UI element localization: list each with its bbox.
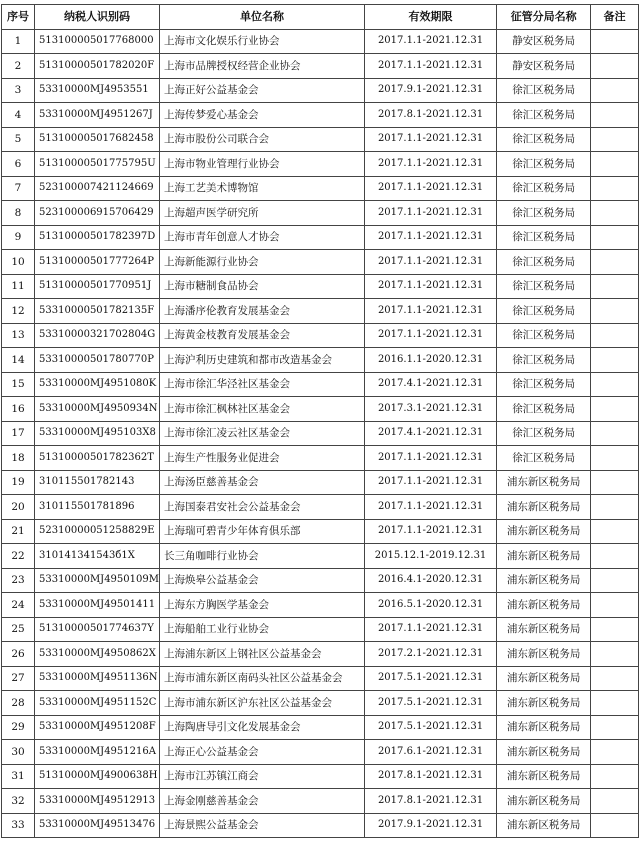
cell-period: 2017.1.1-2021.12.31 — [364, 323, 496, 348]
cell-note — [591, 54, 639, 79]
table-row — [2, 495, 639, 520]
table-row — [2, 299, 639, 324]
table-row — [2, 421, 639, 446]
header-period: 有效期限 — [364, 5, 496, 30]
table-row — [2, 789, 639, 814]
cell-period: 2017.1.1-2021.12.31 — [364, 29, 496, 54]
cell-tax-id: 53310000321702804G — [35, 323, 160, 348]
cell-period: 2015.12.1-2019.12.31 — [364, 544, 496, 569]
cell-note — [591, 348, 639, 373]
cell-bureau: 浦东新区税务局 — [497, 813, 591, 838]
header-tax-id: 纳税人识别码 — [35, 5, 160, 30]
table-row — [2, 78, 639, 103]
cell-tax-id: 53310000MJ4951152C — [35, 691, 160, 716]
cell-seq: 8 — [2, 201, 35, 226]
cell-tax-id: 51310000501770951J — [35, 274, 160, 299]
cell-tax-id: 51310000501782362T — [35, 446, 160, 471]
cell-period: 2017.4.1-2021.12.31 — [364, 421, 496, 446]
cell-note — [591, 470, 639, 495]
cell-tax-id: 51310000501782397D — [35, 225, 160, 250]
cell-bureau: 浦东新区税务局 — [497, 715, 591, 740]
cell-seq: 27 — [2, 666, 35, 691]
cell-bureau: 徐汇区税务局 — [497, 127, 591, 152]
cell-bureau: 徐汇区税务局 — [497, 421, 591, 446]
cell-bureau: 浦东新区税务局 — [497, 764, 591, 789]
cell-note — [591, 127, 639, 152]
cell-name: 上海市糖制食品协会 — [159, 274, 364, 299]
cell-seq: 13 — [2, 323, 35, 348]
cell-bureau: 徐汇区税务局 — [497, 250, 591, 275]
cell-seq: 19 — [2, 470, 35, 495]
cell-seq: 11 — [2, 274, 35, 299]
cell-name: 上海市浦东新区沪东社区公益基金会 — [159, 691, 364, 716]
cell-tax-id: 53310000MJ4951208F — [35, 715, 160, 740]
cell-period: 2017.1.1-2021.12.31 — [364, 274, 496, 299]
cell-bureau: 徐汇区税务局 — [497, 446, 591, 471]
cell-name: 上海市浦东新区南码头社区公益基金会 — [159, 666, 364, 691]
cell-period: 2017.1.1-2021.12.31 — [364, 495, 496, 520]
cell-bureau: 徐汇区税务局 — [497, 152, 591, 177]
table-row — [2, 225, 639, 250]
cell-bureau: 徐汇区税务局 — [497, 299, 591, 324]
cell-seq: 22 — [2, 544, 35, 569]
cell-note — [591, 152, 639, 177]
cell-seq: 5 — [2, 127, 35, 152]
cell-seq: 18 — [2, 446, 35, 471]
table-row — [2, 446, 639, 471]
table-row — [2, 103, 639, 128]
cell-period: 2017.1.1-2021.12.31 — [364, 250, 496, 275]
cell-note — [591, 813, 639, 838]
cell-name: 上海正心公益基金会 — [159, 740, 364, 765]
cell-bureau: 浦东新区税务局 — [497, 740, 591, 765]
cell-name: 上海国泰君安社会公益基金会 — [159, 495, 364, 520]
cell-bureau: 徐汇区税务局 — [497, 225, 591, 250]
cell-seq: 23 — [2, 568, 35, 593]
cell-name: 上海金刚慈善基金会 — [159, 789, 364, 814]
cell-tax-id: 51310000501774637Y — [35, 617, 160, 642]
cell-tax-id: 53310000MJ4950934N — [35, 397, 160, 422]
cell-tax-id: 51310000501777264P — [35, 250, 160, 275]
cell-tax-id: 51310000MJ4900638H — [35, 764, 160, 789]
cell-name: 上海浦东新区上钢社区公益基金会 — [159, 642, 364, 667]
cell-tax-id: 513100005017768000 — [35, 29, 160, 54]
header-name: 单位名称 — [159, 5, 364, 30]
cell-period: 2017.1.1-2021.12.31 — [364, 470, 496, 495]
cell-bureau: 浦东新区税务局 — [497, 642, 591, 667]
table-row — [2, 176, 639, 201]
cell-note — [591, 642, 639, 667]
cell-bureau: 静安区税务局 — [497, 54, 591, 79]
cell-tax-id: 52310000051258829E — [35, 519, 160, 544]
cell-name: 上海超声医学研究所 — [159, 201, 364, 226]
cell-bureau: 徐汇区税务局 — [497, 176, 591, 201]
cell-seq: 6 — [2, 152, 35, 177]
table-row — [2, 764, 639, 789]
cell-period: 2017.1.1-2021.12.31 — [364, 127, 496, 152]
cell-note — [591, 225, 639, 250]
table-row — [2, 666, 639, 691]
cell-period: 2017.1.1-2021.12.31 — [364, 225, 496, 250]
cell-tax-id: 53310000MJ4953551 — [35, 78, 160, 103]
cell-seq: 2 — [2, 54, 35, 79]
cell-name: 上海汤臣慈善基金会 — [159, 470, 364, 495]
cell-name: 上海陶唐导引文化发展基金会 — [159, 715, 364, 740]
cell-seq: 12 — [2, 299, 35, 324]
cell-tax-id: 53310000MJ4951267J — [35, 103, 160, 128]
cell-period: 2017.4.1-2021.12.31 — [364, 372, 496, 397]
header-bureau: 征管分局名称 — [497, 5, 591, 30]
cell-seq: 33 — [2, 813, 35, 838]
cell-tax-id: 53310000MJ4950109M — [35, 568, 160, 593]
cell-name: 上海市文化娱乐行业协会 — [159, 29, 364, 54]
cell-period: 2017.1.1-2021.12.31 — [364, 446, 496, 471]
cell-seq: 14 — [2, 348, 35, 373]
cell-period: 2017.5.1-2021.12.31 — [364, 691, 496, 716]
cell-bureau: 浦东新区税务局 — [497, 470, 591, 495]
cell-note — [591, 397, 639, 422]
table-row — [2, 544, 639, 569]
cell-name: 上海新能源行业协会 — [159, 250, 364, 275]
table-row — [2, 813, 639, 838]
cell-bureau: 浦东新区税务局 — [497, 691, 591, 716]
cell-bureau: 徐汇区税务局 — [497, 274, 591, 299]
cell-note — [591, 201, 639, 226]
cell-period: 2017.5.1-2021.12.31 — [364, 666, 496, 691]
cell-name: 上海工艺美术博物馆 — [159, 176, 364, 201]
cell-note — [591, 372, 639, 397]
cell-bureau: 徐汇区税务局 — [497, 323, 591, 348]
cell-note — [591, 789, 639, 814]
cell-tax-id: 51310000501782020F — [35, 54, 160, 79]
cell-name: 上海潘序伦教育发展基金会 — [159, 299, 364, 324]
table-row — [2, 642, 639, 667]
cell-tax-id: 51310000501775795U — [35, 152, 160, 177]
cell-name: 上海市股份公司联合会 — [159, 127, 364, 152]
cell-seq: 32 — [2, 789, 35, 814]
cell-bureau: 浦东新区税务局 — [497, 789, 591, 814]
cell-name: 上海正好公益基金会 — [159, 78, 364, 103]
table-row — [2, 397, 639, 422]
cell-name: 上海沪利历史建筑和都市改造基金会 — [159, 348, 364, 373]
cell-period: 2017.6.1-2021.12.31 — [364, 740, 496, 765]
cell-name: 上海瑞可碧青少年体育俱乐部 — [159, 519, 364, 544]
cell-period: 2017.1.1-2021.12.31 — [364, 519, 496, 544]
cell-bureau: 徐汇区税务局 — [497, 201, 591, 226]
cell-note — [591, 103, 639, 128]
cell-period: 2017.1.1-2021.12.31 — [364, 152, 496, 177]
cell-note — [591, 299, 639, 324]
table-row — [2, 323, 639, 348]
header-row — [2, 5, 639, 30]
cell-bureau: 徐汇区税务局 — [497, 103, 591, 128]
cell-note — [591, 446, 639, 471]
table-row — [2, 470, 639, 495]
cell-note — [591, 421, 639, 446]
cell-period: 2017.2.1-2021.12.31 — [364, 642, 496, 667]
cell-seq: 26 — [2, 642, 35, 667]
cell-bureau: 浦东新区税务局 — [497, 519, 591, 544]
cell-tax-id: 53310000MJ49512913 — [35, 789, 160, 814]
cell-tax-id: 513100005017682458 — [35, 127, 160, 152]
table-row — [2, 250, 639, 275]
cell-note — [591, 544, 639, 569]
cell-seq: 16 — [2, 397, 35, 422]
cell-name: 上海传梦爱心基金会 — [159, 103, 364, 128]
cell-name: 上海市徐汇华泾社区基金会 — [159, 372, 364, 397]
table-row — [2, 715, 639, 740]
cell-name: 上海市徐汇凌云社区基金会 — [159, 421, 364, 446]
cell-period: 2017.8.1-2021.12.31 — [364, 764, 496, 789]
cell-period: 2017.9.1-2021.12.31 — [364, 813, 496, 838]
cell-tax-id: 53310000MJ4951080K — [35, 372, 160, 397]
cell-name: 上海市品牌授权经营企业协会 — [159, 54, 364, 79]
cell-seq: 10 — [2, 250, 35, 275]
cell-seq: 15 — [2, 372, 35, 397]
cell-tax-id: 310141341543б1X — [35, 544, 160, 569]
cell-bureau: 浦东新区税务局 — [497, 617, 591, 642]
cell-note — [591, 519, 639, 544]
cell-name: 上海黄金枝教育发展基金会 — [159, 323, 364, 348]
cell-tax-id: 310115501782143 — [35, 470, 160, 495]
cell-seq: 4 — [2, 103, 35, 128]
table-row — [2, 54, 639, 79]
cell-bureau: 浦东新区税务局 — [497, 568, 591, 593]
cell-name: 长三角咖啡行业协会 — [159, 544, 364, 569]
cell-note — [591, 764, 639, 789]
cell-period: 2017.1.1-2021.12.31 — [364, 54, 496, 79]
cell-note — [591, 617, 639, 642]
table-row — [2, 127, 639, 152]
cell-tax-id: 53310000MJ495103X8 — [35, 421, 160, 446]
taxpayer-table — [1, 4, 639, 838]
cell-name: 上海市徐汇枫林社区基金会 — [159, 397, 364, 422]
cell-tax-id: 53310000MJ49501411 — [35, 593, 160, 618]
cell-seq: 28 — [2, 691, 35, 716]
cell-name: 上海生产性服务业促进会 — [159, 446, 364, 471]
cell-note — [591, 715, 639, 740]
cell-period: 2017.8.1-2021.12.31 — [364, 103, 496, 128]
table-row — [2, 519, 639, 544]
cell-note — [591, 29, 639, 54]
table-body — [2, 29, 639, 838]
cell-period: 2017.9.1-2021.12.31 — [364, 78, 496, 103]
cell-tax-id: 53310000501782135F — [35, 299, 160, 324]
cell-bureau: 浦东新区税务局 — [497, 495, 591, 520]
cell-seq: 30 — [2, 740, 35, 765]
cell-bureau: 浦东新区税务局 — [497, 666, 591, 691]
cell-bureau: 徐汇区税务局 — [497, 78, 591, 103]
table-row — [2, 152, 639, 177]
cell-tax-id: 53310000MJ49513476 — [35, 813, 160, 838]
cell-seq: 3 — [2, 78, 35, 103]
cell-note — [591, 78, 639, 103]
cell-bureau: 浦东新区税务局 — [497, 544, 591, 569]
cell-period: 2016.1.1-2020.12.31 — [364, 348, 496, 373]
cell-name: 上海景熙公益基金会 — [159, 813, 364, 838]
header-seq: 序号 — [2, 5, 35, 30]
cell-note — [591, 568, 639, 593]
table-row — [2, 593, 639, 618]
table-row — [2, 348, 639, 373]
cell-note — [591, 274, 639, 299]
cell-bureau: 徐汇区税务局 — [497, 397, 591, 422]
cell-period: 2017.1.1-2021.12.31 — [364, 617, 496, 642]
cell-period: 2017.1.1-2021.12.31 — [364, 176, 496, 201]
cell-tax-id: 53310000501780770P — [35, 348, 160, 373]
cell-period: 2017.8.1-2021.12.31 — [364, 789, 496, 814]
cell-seq: 31 — [2, 764, 35, 789]
cell-bureau: 静安区税务局 — [497, 29, 591, 54]
cell-seq: 29 — [2, 715, 35, 740]
cell-seq: 20 — [2, 495, 35, 520]
cell-period: 2017.1.1-2021.12.31 — [364, 201, 496, 226]
cell-period: 2016.4.1-2020.12.31 — [364, 568, 496, 593]
table-row — [2, 617, 639, 642]
cell-note — [591, 495, 639, 520]
cell-period: 2017.1.1-2021.12.31 — [364, 299, 496, 324]
cell-bureau: 徐汇区税务局 — [497, 348, 591, 373]
cell-name: 上海市物业管理行业协会 — [159, 152, 364, 177]
cell-tax-id: 523100006915706429 — [35, 201, 160, 226]
cell-period: 2017.3.1-2021.12.31 — [364, 397, 496, 422]
cell-tax-id: 53310000MJ4950862X — [35, 642, 160, 667]
cell-period: 2016.5.1-2020.12.31 — [364, 593, 496, 618]
cell-note — [591, 593, 639, 618]
cell-tax-id: 53310000MJ4951136N — [35, 666, 160, 691]
cell-name: 上海船舶工业行业协会 — [159, 617, 364, 642]
cell-bureau: 徐汇区税务局 — [497, 372, 591, 397]
table-row — [2, 274, 639, 299]
cell-seq: 17 — [2, 421, 35, 446]
cell-note — [591, 250, 639, 275]
cell-tax-id: 523100007421124669 — [35, 176, 160, 201]
header-note: 备注 — [591, 5, 639, 30]
cell-note — [591, 666, 639, 691]
table-row — [2, 691, 639, 716]
table-row — [2, 568, 639, 593]
cell-tax-id: 53310000MJ4951216A — [35, 740, 160, 765]
cell-name: 上海东方胸医学基金会 — [159, 593, 364, 618]
cell-bureau: 浦东新区税务局 — [497, 593, 591, 618]
cell-seq: 7 — [2, 176, 35, 201]
cell-seq: 25 — [2, 617, 35, 642]
cell-seq: 24 — [2, 593, 35, 618]
table-row — [2, 372, 639, 397]
table-row — [2, 201, 639, 226]
cell-note — [591, 740, 639, 765]
cell-tax-id: 310115501781896 — [35, 495, 160, 520]
cell-seq: 21 — [2, 519, 35, 544]
cell-period: 2017.5.1-2021.12.31 — [364, 715, 496, 740]
cell-name: 上海市青年创意人才协会 — [159, 225, 364, 250]
cell-seq: 9 — [2, 225, 35, 250]
cell-seq: 1 — [2, 29, 35, 54]
cell-note — [591, 691, 639, 716]
cell-name: 上海焕皋公益基金会 — [159, 568, 364, 593]
cell-note — [591, 176, 639, 201]
table-row — [2, 29, 639, 54]
table-row — [2, 740, 639, 765]
cell-name: 上海市江苏镇江商会 — [159, 764, 364, 789]
cell-note — [591, 323, 639, 348]
